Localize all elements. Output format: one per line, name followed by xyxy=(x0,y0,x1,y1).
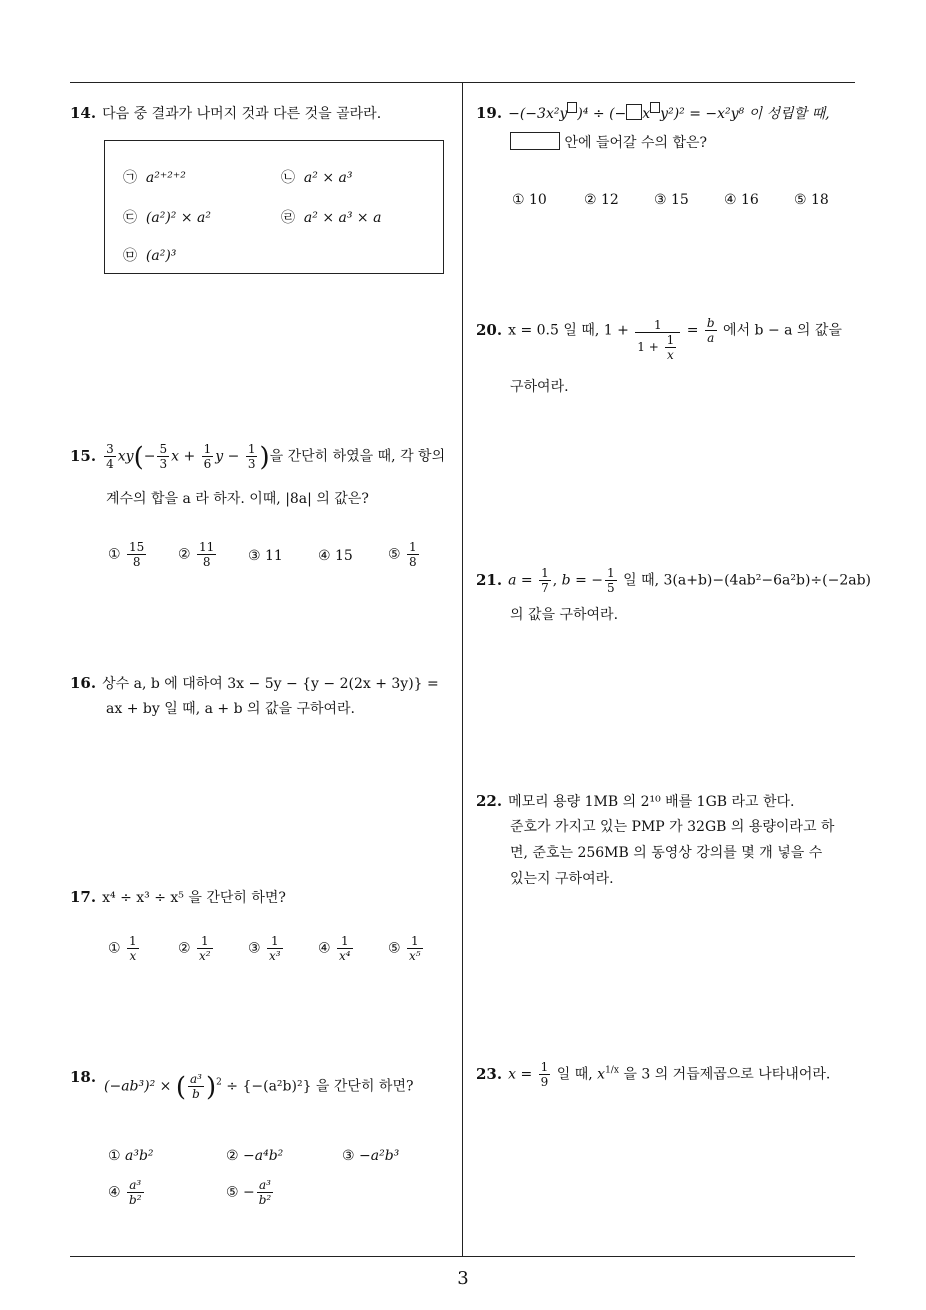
question-15: 15. $\frac{3}{4}$ xy(− $\frac{5}{3}$ x + $\frac{1}{6}$ y − $\frac{1}{3}$ )을 간단히 하였을 때, 각 항의 xyxy=(70,442,446,473)
bottom-rule xyxy=(70,1256,855,1257)
question-18: (−ab³)² × ( $\frac{\text{a³}}{b}$ )$^2$ ÷ {−(a²b)²} 을 간단히 하면? xyxy=(104,1072,414,1103)
question-21: 21. a = $\frac{1}{7}$ , b = − $\frac{1}{5}$ 일 때, 3(a+b)−(4ab²−6a²b)÷(−2ab) xyxy=(476,566,872,595)
question-18-number: 18. xyxy=(70,1068,97,1086)
q21-line2: 의 값을 구하여라. xyxy=(510,607,619,623)
q19-choice-2[interactable]: ② 12 xyxy=(584,192,619,208)
q18-choice-2[interactable]: ② −a⁴b² xyxy=(226,1148,284,1164)
q19-choice-3[interactable]: ③ 15 xyxy=(654,192,689,208)
q14-item[interactable]: ㉢ (a²)² × a² xyxy=(123,210,211,226)
question-17: 17. x⁴ ÷ x³ ÷ x⁵ 을 간단히 하면? xyxy=(70,888,286,906)
q22-line3: 면, 준호는 256MB 의 동영상 강의를 몇 개 넣을 수 xyxy=(510,845,823,861)
q17-choice-4[interactable]: ④ $\frac{1}{\text{x⁴}}$ xyxy=(318,934,351,963)
q18-choice-4[interactable]: ④ $\frac{\text{a³}}{\text{b²}}$ xyxy=(108,1178,142,1207)
question-14: 14. 다음 중 결과가 나머지 것과 다른 것을 골라라. xyxy=(70,104,382,122)
q19-answer-blank xyxy=(510,132,560,150)
question-16: 16. 상수 a, b 에 대하여 3x − 5y − {y − 2(2x + 3y)} = xyxy=(70,674,439,692)
q14-options-box xyxy=(104,140,444,274)
q14-item[interactable]: ㉤ (a²)³ xyxy=(123,248,177,264)
q19-choice-4[interactable]: ④ 16 xyxy=(724,192,759,208)
q19-small-blank xyxy=(567,102,577,113)
q14-item[interactable]: ㉠ a²⁺²⁺² xyxy=(123,170,186,186)
q22-line2: 준호가 가지고 있는 PMP 가 32GB 의 용량이라고 하 xyxy=(510,819,835,835)
q16-line2: ax + by 일 때, a + b 의 값을 구하여라. xyxy=(106,701,356,717)
q19-choice-5[interactable]: ⑤ 18 xyxy=(794,192,829,208)
q19-line2: 안에 들어갈 수의 합은? xyxy=(510,130,707,156)
page-number: 3 xyxy=(457,1268,469,1289)
q17-choice-3[interactable]: ③ $\frac{1}{\text{x³}}$ xyxy=(248,934,281,963)
question-22: 22. 메모리 용량 1MB 의 2¹⁰ 배를 1GB 라고 한다. xyxy=(476,792,795,810)
q22-line4: 있는지 구하여라. xyxy=(510,871,614,887)
question-23: 23. x = $\frac{1}{9}$ 일 때, $x^{1/x}$ 을 3 의 거듭제곱으로 나타내어라. xyxy=(476,1060,831,1089)
q17-choice-2[interactable]: ② $\frac{1}{\text{x²}}$ xyxy=(178,934,211,963)
q15-choice-5[interactable]: ⑤ $\frac{1}{8}$ xyxy=(388,540,417,569)
q19-small-blank xyxy=(650,102,660,113)
q18-choice-5[interactable]: ⑤ − $\frac{\text{a³}}{\text{b²}}$ xyxy=(226,1178,272,1207)
q15-choice-1[interactable]: ① $\frac{15}{8}$ xyxy=(108,540,145,569)
q17-choice-1[interactable]: ① $\frac{1}{x}$ xyxy=(108,934,137,963)
q20-line2: 구하여라. xyxy=(510,379,569,395)
q14-item[interactable]: ㉣ a² × a³ × a xyxy=(281,210,382,226)
q18-choice-1[interactable]: ① a³b² xyxy=(108,1148,154,1164)
q15-choice-3[interactable]: ③ 11 xyxy=(248,548,283,564)
q17-choice-5[interactable]: ⑤ $\frac{1}{\text{x⁵}}$ xyxy=(388,934,421,963)
q14-item[interactable]: ㉡ a² × a³ xyxy=(281,170,353,186)
q15-choice-4[interactable]: ④ 15 xyxy=(318,548,353,564)
q19-choice-1[interactable]: ① 10 xyxy=(512,192,547,208)
column-divider xyxy=(462,82,463,1256)
q19-blank xyxy=(626,104,642,120)
q15-line2: 계수의 합을 a 라 하자. 이때, |8a| 의 값은? xyxy=(106,491,369,507)
q15-choice-2[interactable]: ② $\frac{11}{8}$ xyxy=(178,540,215,569)
question-20: 20. x = 0.5̇ 일 때, 1 + 1 1 + $\frac{1}{x}$ = $\frac{b}{a}$ 에서 b − a 의 값을 xyxy=(476,316,842,362)
q18-choice-3[interactable]: ③ −a²b³ xyxy=(342,1148,400,1164)
question-19: 19. −(−3x²y )⁴ ÷ (− x y²)² = −x²y⁸ 이 성립할 때, xyxy=(476,104,830,122)
